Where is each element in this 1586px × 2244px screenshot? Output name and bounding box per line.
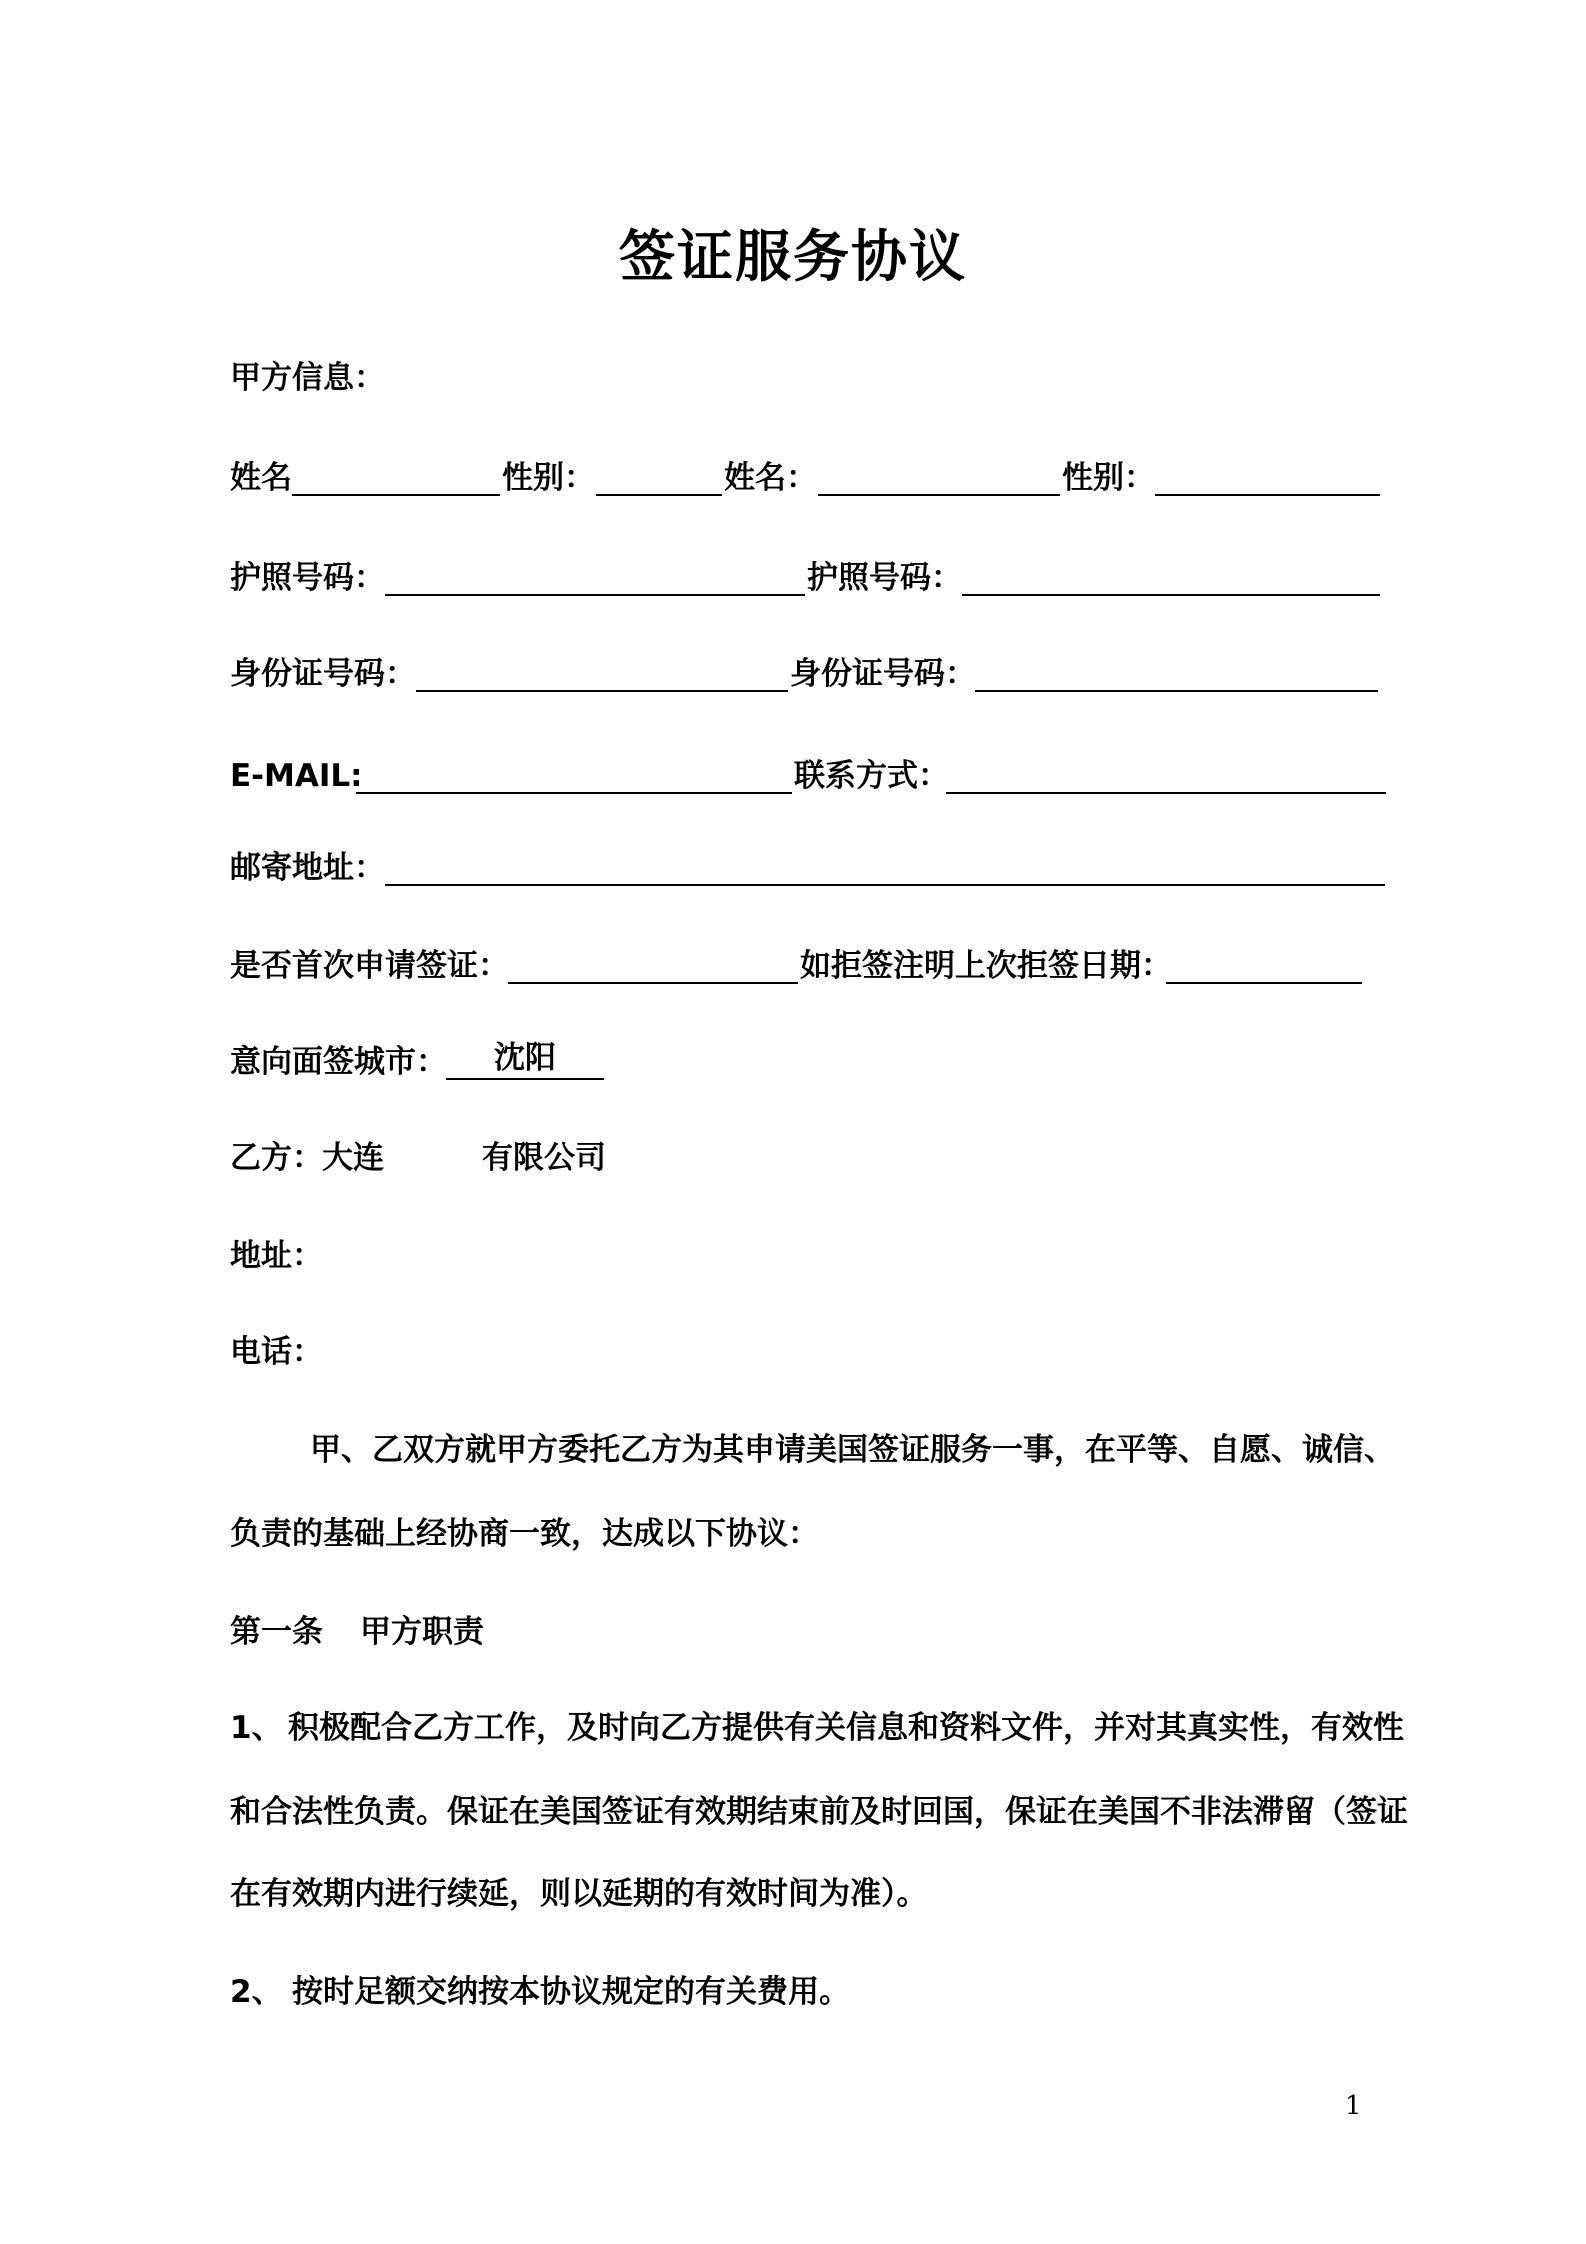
first-apply-field[interactable] bbox=[508, 944, 798, 984]
refusal-date-field[interactable] bbox=[1166, 944, 1362, 984]
passport-field-2[interactable] bbox=[962, 556, 1380, 596]
id-label-1: 身份证号码： bbox=[230, 656, 416, 692]
intro-paragraph-line-1: 甲、乙双方就甲方委托乙方为其申请美国签证服务一事，在平等、自愿、诚信、 bbox=[310, 1432, 1395, 1468]
party-b-phone-label: 电话： bbox=[230, 1334, 323, 1370]
party-b-name-prefix: 大连 bbox=[322, 1140, 384, 1176]
name-field-1[interactable] bbox=[292, 456, 500, 496]
first-apply-label: 是否首次申请签证： bbox=[230, 948, 509, 984]
intro-paragraph-line-2: 负责的基础上经协商一致，达成以下协议： bbox=[230, 1516, 819, 1552]
name-label-2: 姓名： bbox=[724, 460, 817, 496]
item-2-number: 2、 bbox=[230, 1974, 283, 2010]
interview-city-label: 意向面签城市： bbox=[230, 1044, 447, 1080]
document-title: 签证服务协议 bbox=[619, 225, 967, 290]
contact-label: 联系方式： bbox=[794, 758, 949, 794]
article-1-title: 甲方职责 bbox=[360, 1614, 484, 1650]
passport-label-2: 护照号码： bbox=[807, 560, 962, 596]
party-a-heading: 甲方信息： bbox=[230, 360, 385, 396]
id-field-1[interactable] bbox=[416, 652, 788, 692]
passport-label-1: 护照号码： bbox=[230, 560, 385, 596]
article-1-item-1-line-3: 在有效期内进行续延，则以延期的有效时间为准）。 bbox=[230, 1876, 928, 1912]
party-b-name-suffix: 有限公司 bbox=[482, 1140, 606, 1176]
gender-field-1[interactable] bbox=[596, 456, 722, 496]
contact-field[interactable] bbox=[946, 754, 1386, 794]
article-1-number: 第一条 bbox=[230, 1614, 323, 1650]
party-b-address-label: 地址： bbox=[230, 1238, 323, 1274]
interview-city-field[interactable] bbox=[446, 1040, 604, 1080]
interview-city-value: 沈阳 bbox=[494, 1040, 556, 1076]
gender-label-1: 性别： bbox=[502, 460, 595, 496]
id-label-2: 身份证号码： bbox=[790, 656, 976, 692]
item-1-text-1: 积极配合乙方工作，及时向乙方提供有关信息和资料文件，并对其真实性，有效性 bbox=[288, 1710, 1404, 1746]
mailing-address-field[interactable] bbox=[385, 846, 1385, 886]
item-1-number: 1、 bbox=[230, 1710, 283, 1746]
email-label: E-MAIL: bbox=[230, 758, 363, 794]
name-field-2[interactable] bbox=[818, 456, 1060, 496]
item-2-text: 按时足额交纳按本协议规定的有关费用。 bbox=[292, 1974, 850, 2010]
gender-field-2[interactable] bbox=[1155, 456, 1380, 496]
mailing-address-label: 邮寄地址： bbox=[230, 850, 385, 886]
email-field[interactable] bbox=[356, 754, 792, 794]
page-number: 1 bbox=[1345, 2091, 1362, 2121]
passport-field-1[interactable] bbox=[385, 556, 805, 596]
gender-label-2: 性别： bbox=[1062, 460, 1155, 496]
refusal-date-label: 如拒签注明上次拒签日期： bbox=[800, 948, 1172, 984]
name-label-1: 姓名 bbox=[230, 460, 292, 496]
party-b-label: 乙方： bbox=[230, 1140, 323, 1176]
id-field-2[interactable] bbox=[975, 652, 1378, 692]
article-1-item-1-line-2: 和合法性负责。保证在美国签证有效期结束前及时回国，保证在美国不非法滞留（签证 bbox=[230, 1794, 1408, 1830]
